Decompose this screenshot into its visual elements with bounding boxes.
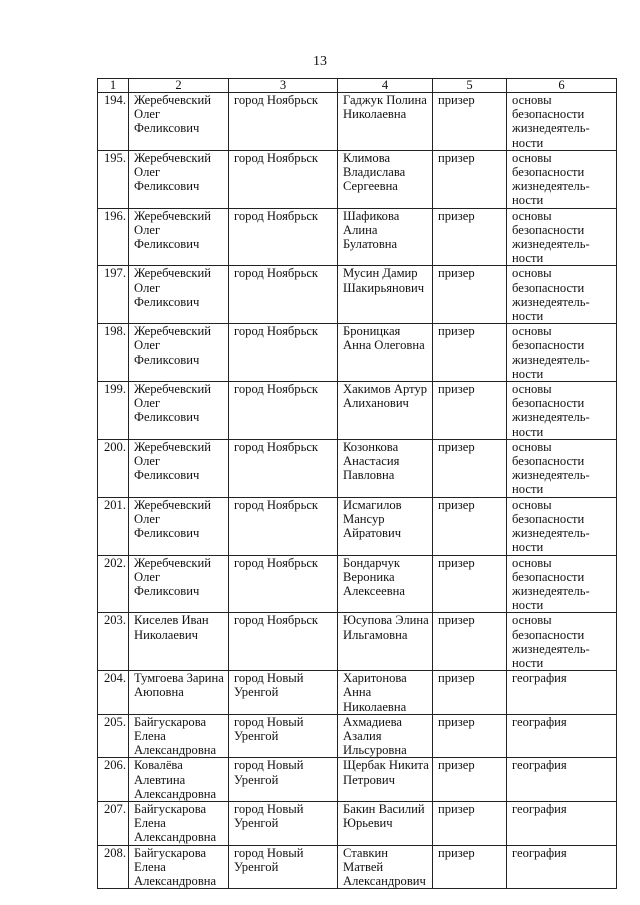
- status: призер: [433, 324, 507, 382]
- student-name: Климова Владислава Сергеевна: [338, 150, 433, 208]
- student-name: Броницкая Анна Олеговна: [338, 324, 433, 382]
- row-number: 198.: [98, 324, 129, 382]
- city: город Ноябрьск: [229, 150, 338, 208]
- row-number: 200.: [98, 439, 129, 497]
- row-number: 194.: [98, 93, 129, 151]
- teacher-name: Ковалёва Алевтина Александровна: [129, 758, 229, 802]
- column-header: 3: [229, 79, 338, 93]
- subject: основы безопасности жизнедеятель-ности: [507, 439, 617, 497]
- column-header: 4: [338, 79, 433, 93]
- status: призер: [433, 497, 507, 555]
- city: город Новый Уренгой: [229, 714, 338, 758]
- status: призер: [433, 613, 507, 671]
- subject: география: [507, 845, 617, 889]
- subject: география: [507, 758, 617, 802]
- student-name: Хакимов Артур Алиханович: [338, 382, 433, 440]
- city: город Ноябрьск: [229, 208, 338, 266]
- table-row: [98, 497, 617, 555]
- city: город Ноябрьск: [229, 613, 338, 671]
- teacher-name: Жеребчевский Олег Феликсович: [129, 266, 229, 324]
- results-table-body: [98, 79, 617, 889]
- column-header: 2: [129, 79, 229, 93]
- status: призер: [433, 382, 507, 440]
- subject: география: [507, 671, 617, 715]
- table-row: [98, 801, 617, 845]
- status: призер: [433, 555, 507, 613]
- teacher-name: Жеребчевский Олег Феликсович: [129, 555, 229, 613]
- row-number: 196.: [98, 208, 129, 266]
- status: призер: [433, 266, 507, 324]
- row-number: 206.: [98, 758, 129, 802]
- column-header: 1: [98, 79, 129, 93]
- row-number: 199.: [98, 382, 129, 440]
- row-number: 201.: [98, 497, 129, 555]
- student-name: Ахмадиева Азалия Ильсуровна: [338, 714, 433, 758]
- row-number: 207.: [98, 801, 129, 845]
- subject: география: [507, 801, 617, 845]
- city: город Ноябрьск: [229, 93, 338, 151]
- results-table: [97, 78, 617, 889]
- student-name: Исмагилов Мансур Айратович: [338, 497, 433, 555]
- city: город Ноябрьск: [229, 439, 338, 497]
- header-row: [98, 79, 617, 93]
- teacher-name: Жеребчевский Олег Феликсович: [129, 150, 229, 208]
- city: город Новый Уренгой: [229, 758, 338, 802]
- subject: основы безопасности жизнедеятель-ности: [507, 324, 617, 382]
- status: призер: [433, 714, 507, 758]
- subject: основы безопасности жизнедеятель-ности: [507, 208, 617, 266]
- subject: основы безопасности жизнедеятель-ности: [507, 150, 617, 208]
- page-number: 13: [313, 54, 327, 69]
- student-name: Бакин Василий Юрьевич: [338, 801, 433, 845]
- student-name: Козонкова Анастасия Павловна: [338, 439, 433, 497]
- status: призер: [433, 93, 507, 151]
- teacher-name: Жеребчевский Олег Феликсович: [129, 93, 229, 151]
- student-name: Ставкин Матвей Александрович: [338, 845, 433, 889]
- subject: география: [507, 714, 617, 758]
- table-row: [98, 714, 617, 758]
- subject: основы безопасности жизнедеятель-ности: [507, 93, 617, 151]
- subject: основы безопасности жизнедеятель-ности: [507, 266, 617, 324]
- teacher-name: Жеребчевский Олег Феликсович: [129, 497, 229, 555]
- subject: основы безопасности жизнедеятель-ности: [507, 555, 617, 613]
- status: призер: [433, 439, 507, 497]
- table-row: [98, 93, 617, 151]
- status: призер: [433, 845, 507, 889]
- teacher-name: Киселев Иван Николаевич: [129, 613, 229, 671]
- student-name: Бондарчук Вероника Алексеевна: [338, 555, 433, 613]
- row-number: 195.: [98, 150, 129, 208]
- row-number: 208.: [98, 845, 129, 889]
- teacher-name: Жеребчевский Олег Феликсович: [129, 324, 229, 382]
- status: призер: [433, 150, 507, 208]
- student-name: Мусин Дамир Шакирьянович: [338, 266, 433, 324]
- city: город Новый Уренгой: [229, 845, 338, 889]
- teacher-name: Байгускарова Елена Александровна: [129, 714, 229, 758]
- student-name: Харитонова Анна Николаевна: [338, 671, 433, 715]
- city: город Ноябрьск: [229, 555, 338, 613]
- row-number: 204.: [98, 671, 129, 715]
- city: город Новый Уренгой: [229, 671, 338, 715]
- subject: основы безопасности жизнедеятель-ности: [507, 497, 617, 555]
- student-name: Юсупова Элина Ильгамовна: [338, 613, 433, 671]
- table-row: [98, 613, 617, 671]
- teacher-name: Байгускарова Елена Александровна: [129, 845, 229, 889]
- table-row: [98, 266, 617, 324]
- city: город Новый Уренгой: [229, 801, 338, 845]
- city: город Ноябрьск: [229, 324, 338, 382]
- table-row: [98, 208, 617, 266]
- column-header: 5: [433, 79, 507, 93]
- subject: основы безопасности жизнедеятель-ности: [507, 382, 617, 440]
- teacher-name: Жеребчевский Олег Феликсович: [129, 439, 229, 497]
- table-row: [98, 439, 617, 497]
- subject: основы безопасности жизнедеятель-ности: [507, 613, 617, 671]
- teacher-name: Тумгоева Зарина Аюповна: [129, 671, 229, 715]
- table-row: [98, 150, 617, 208]
- city: город Ноябрьск: [229, 266, 338, 324]
- status: призер: [433, 801, 507, 845]
- status: призер: [433, 208, 507, 266]
- table-row: [98, 758, 617, 802]
- teacher-name: Байгускарова Елена Александровна: [129, 801, 229, 845]
- status: призер: [433, 758, 507, 802]
- city: город Ноябрьск: [229, 382, 338, 440]
- table-row: [98, 324, 617, 382]
- student-name: Щербак Никита Петрович: [338, 758, 433, 802]
- table-row: [98, 845, 617, 889]
- row-number: 203.: [98, 613, 129, 671]
- status: призер: [433, 671, 507, 715]
- teacher-name: Жеребчевский Олег Феликсович: [129, 382, 229, 440]
- column-header: 6: [507, 79, 617, 93]
- row-number: 202.: [98, 555, 129, 613]
- table-row: [98, 671, 617, 715]
- row-number: 205.: [98, 714, 129, 758]
- city: город Ноябрьск: [229, 497, 338, 555]
- table-row: [98, 382, 617, 440]
- student-name: Шафикова Алина Булатовна: [338, 208, 433, 266]
- table-row: [98, 555, 617, 613]
- row-number: 197.: [98, 266, 129, 324]
- teacher-name: Жеребчевский Олег Феликсович: [129, 208, 229, 266]
- student-name: Гаджук Полина Николаевна: [338, 93, 433, 151]
